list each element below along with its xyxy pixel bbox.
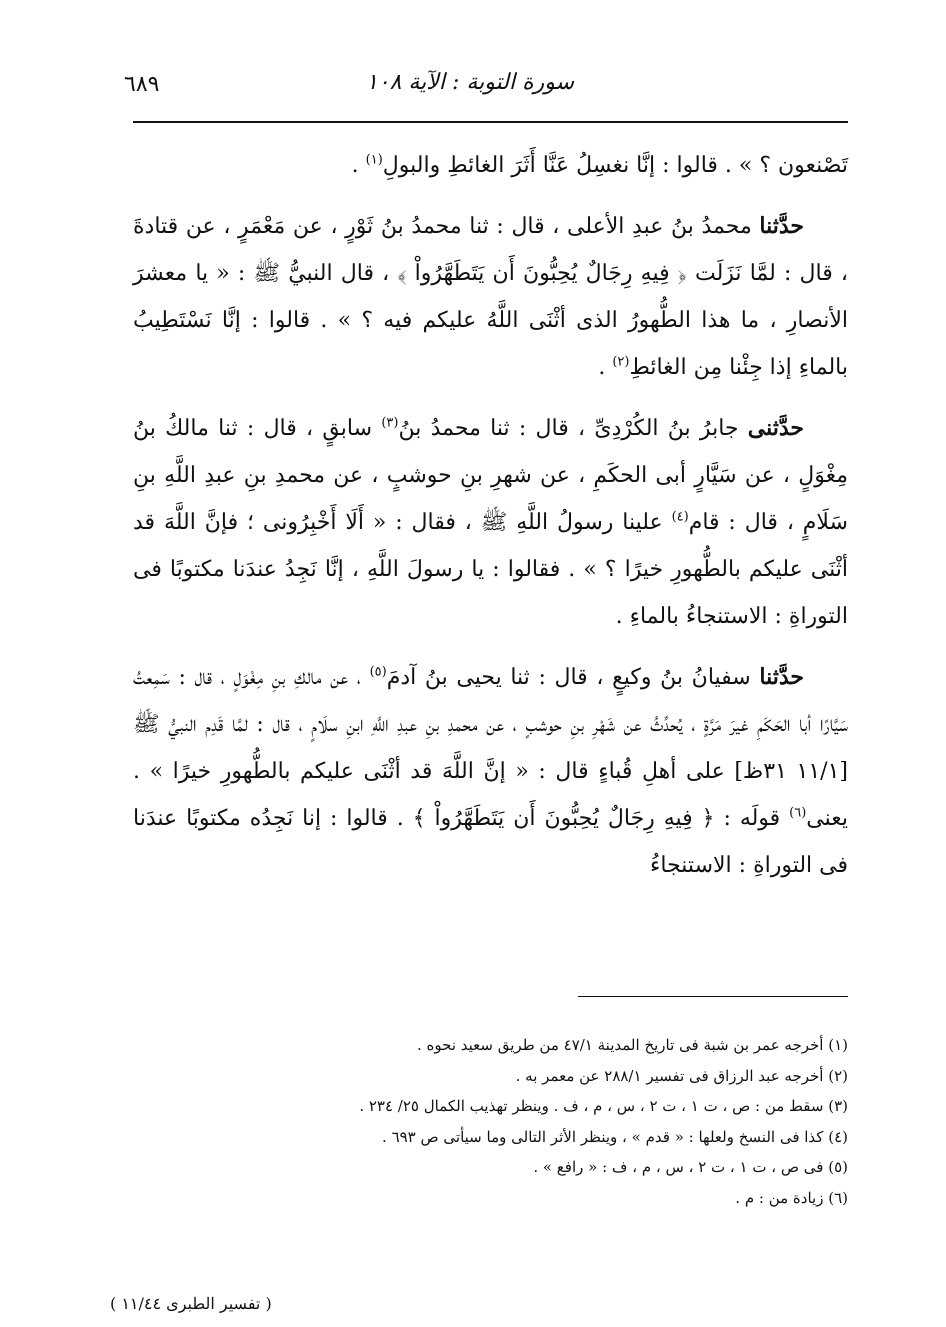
footnote-ref-2: (٢) (612, 354, 630, 370)
footnote-1: (١) أخرجه عمر بن شبة فى تاريخ المدينة ٤٧/١ من طريق سعيد نحوه . (417, 1036, 848, 1054)
footnote-ref-6: (٦) (789, 805, 807, 821)
paragraph-4-text-b: ، عن مالكِ بنِ مِغْوَلٍ ، قال : سَمِعتُ سَيَّارًا أبا الحَكَمِ غيرَ مَرَّةٍ ، يُحدِّثُ عن شَهْرِ بنِ حوشبٍ ، عن محمدِ بنِ عبدِ اللَّهِ ابنِ سلَامٍ ، قال : لمَّا قَدِم النبيُّ ﷺ [١١/١ ٣١ظ] على أهلِ قُباءٍ قال : « إنَّ اللَّهَ قد أثْنَى عليكم بالطُّهورِ خيرًا » . يعنى (133, 665, 848, 831)
footnote-ref-1: (١) (365, 152, 383, 168)
paragraph-3-lead: حدَّثنى (747, 415, 805, 441)
footnote-ref-3: (٣) (381, 415, 399, 431)
paragraph-2-end: . (598, 355, 613, 380)
footnote-2: (٢) أخرجه عبد الرزاق فى تفسير ٢٨٨/١ عن معمر به . (515, 1066, 848, 1085)
paragraph-1-text: تَصْنعون ؟ » . قالوا : إنَّا نغسِلُ عَنَّا أَثَرَ الغائطِ والبولِ (382, 153, 848, 178)
paragraph-2 (133, 203, 848, 391)
footnote-6: (٦) زيادة من : م . (735, 1188, 848, 1207)
paragraph-3-text-a: جابرُ بنُ الكُرْدِىِّ ، قال : ثنا محمدُ بنُ (398, 416, 748, 441)
footnote-3: (٣) سقط من : ص ، ت ١ ، ت ٢ ، س ، م ، ف . وينظر تهذيب الكمال ٢٥/ ٢٣٤ . (359, 1097, 848, 1115)
paragraph-4-lead: حدَّثنا (759, 664, 804, 690)
paragraph-3 (133, 405, 848, 640)
footnote-rule (578, 996, 848, 997)
running-head: سورة التوبة : الآية ١٠٨ (365, 70, 575, 95)
footnotes (200, 1030, 848, 1213)
paragraph-4 (133, 654, 848, 889)
paragraph-3-text-b: سابقٍ ، قال : ثنا مالكُ بنُ مِغْوَلٍ ، عن سَيَّارٍ أبى الحكَمِ ، عن شهرِ بنِ حوشبٍ ، عن محمدِ بنِ عبدِ اللَّهِ بنِ سَلَامٍ ، قال : قام (133, 416, 848, 535)
paragraph-1 (133, 142, 848, 189)
footnote-4: (٤) كذا فى النسخ ولعلها : « قدم » ، وينظر الأثر التالى وما سيأتى ص ٦٩٣ . (382, 1127, 848, 1146)
header-rule (133, 121, 848, 123)
footnote-ref-5: (٥) (369, 664, 387, 680)
paragraph-2-lead: حدَّثنا (759, 213, 804, 239)
paragraph-4-text-c: قولَه : ﴿ فِيهِ رِجَالٌ يُحِبُّونَ أَن يَتَطَهَّرُواْ ﴾ . قالوا : إنا نَجِدُه مكتوبًا عندَنا فى التوراةِ : الاستنجاءُ (133, 806, 848, 878)
page-number: ٦٨٩ (124, 72, 160, 97)
main-text (133, 142, 848, 903)
paragraph-4-text-a: سفيانُ بنُ وكيعٍ ، قال : ثنا يحيى بنُ آدمَ (386, 665, 760, 690)
footnote-ref-4: (٤) (671, 509, 689, 525)
footnote-5: (٥) فى ص ، ت ١ ، ت ٢ ، س ، م ، ف : « رافع » . (533, 1158, 848, 1176)
paragraph-3-text-c: علينا رسولُ اللَّهِ ﷺ ، فقال : « أَلَا أَخْبِرُونى ؛ فإنَّ اللَّهَ قد أثْنَى عليكم بالطُّهورِ خيرًا ؟ » . فقالوا : يا رسولَ اللَّهِ ، إنَّا نَجِدُ عندَنا مكتوبًا فى التوراةِ : الاستنجاءُ بالماءِ . (133, 510, 848, 629)
paragraph-2-text: محمدُ بنُ عبدِ الأعلى ، قال : ثنا محمدُ بنُ ثَوْرٍ ، عن مَعْمَرٍ ، عن قتادةَ ، قال : لمَّا نَزَلَت ﴿ فِيهِ رِجَالٌ يُحِبُّونَ أَن يَتَطَهَّرُواْ ﴾ ، قال النبيُّ ﷺ : « يا معشرَ الأنصارِ ، ما هذا الطُّهورُ الذى أثْنَى اللَّهُ عليكم فيه ؟ » . قالوا : إنَّا نَسْتَطِيبُ بالماءِ إذا جِئْنا مِن الغائطِ (133, 214, 848, 380)
paragraph-1-end: . (351, 153, 366, 178)
volume-signature: ( تفسير الطبرى ١١/٤٤ ) (110, 1294, 272, 1313)
